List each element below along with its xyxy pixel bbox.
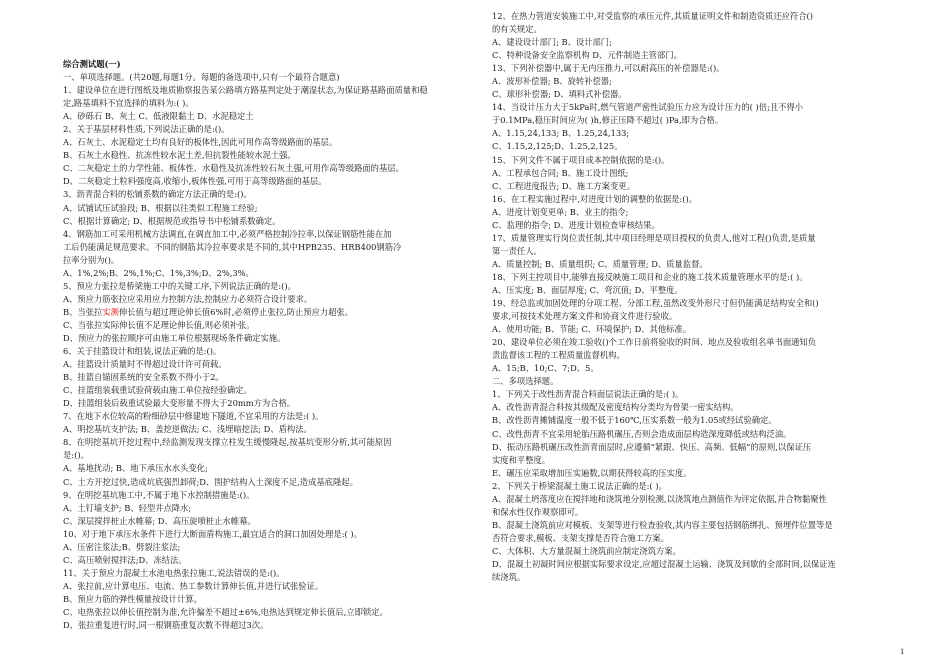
text-line: A、质量控制; B、质量组织; C、质量管理; D、质量监督。 xyxy=(492,258,708,269)
text-line: 责监督该工程的工程质量监督机构。 xyxy=(492,350,625,361)
text-line: A、砂砾石 B、灰土 C、低液限黏土 D、水泥稳定土 xyxy=(63,111,254,122)
text-line: C、二灰稳定土的力学性能、板体性、水稳性及抗冻性较石灰土强,可用作高等级路面的基层。 xyxy=(63,163,404,174)
text-line: 16、在工程实施过程中,对进度计划的调整的依据是:()。 xyxy=(492,193,697,204)
text-line: A、建设设计部门; B、设计部门; xyxy=(492,37,612,48)
text-line: A、波形补偿器; B、旋转补偿器; xyxy=(492,76,612,87)
text-line: C、土方开挖过快,造成坑底强烈卸荷;D、围护结构入土深度不足,造成基底隆起。 xyxy=(63,476,358,487)
text-line: A、1%,2%;B、2%,1%;C、1%,3%;D、2%,3%。 xyxy=(63,267,254,278)
text-line: A、土钉墙支护; B、轻型井点降水; xyxy=(63,502,192,513)
text-line: D、挂篮组装后载重试验最大变形量不得大于20mm方为合格。 xyxy=(63,398,296,409)
text-line: A、混凝土坍落度应在搅拌地和浇筑地分别检测,以浇筑地点测值作为评定依据,并合物黏聚性 xyxy=(492,493,827,504)
text-line: 二、多项选择题。 xyxy=(492,376,559,387)
text-line: 实度和平整度。 xyxy=(492,454,551,465)
text-line: A、试铺试压试验段; B、根据以往类似工程施工经验; xyxy=(63,202,258,213)
text-line: 2、关于基层材料性质,下列说法正确的是:()。 xyxy=(63,124,230,135)
text-line: 是:()。 xyxy=(63,450,89,461)
text-line: D、张拉重复进行时,同一根钢筋重复次数不得超过3次。 xyxy=(63,620,269,631)
text-line: C、球形补偿器; D、填料式补偿器。 xyxy=(492,89,627,100)
text-line: 15、下列文件不属于项目成本控制依据的是:()。 xyxy=(492,154,670,165)
text-line: C、改性沥青不宜采用轮胎压路机碾压,否则会造成面层构造深度降低或结构泛油。 xyxy=(492,428,792,439)
text-line: A、15;B、10;C、7;D、5。 xyxy=(492,363,599,374)
text-line: C、当张拉实际伸长值不足理论伸长值,则必须补张。 xyxy=(63,319,255,330)
text-line: B、预应力筋的弹性模量按设计计算。 xyxy=(63,593,202,604)
text-line: 10、对于地下承压水条件下进行大断面盾构施工,最宜适合的洞口加固处理是:( )。 xyxy=(63,528,362,539)
text-line: 18、下列主控项目中,能够直接反映施工项目和企业的施工技术质量管理水平的是:( )。 xyxy=(492,271,808,282)
text-line: 11、关于预应力混凝土水池电热张拉施工,说法错误的是:()。 xyxy=(63,567,285,578)
text-line: D、二灰稳定土粒料强度高,收缩小,板体性强,可用于高等级路面的基层。 xyxy=(63,176,327,187)
text-line: C、深层搅拌桩止水帷幕; D、高压旋喷桩止水帷幕。 xyxy=(63,515,256,526)
text-line: D、混凝土初凝时间应根据实际要求设定,应超过混凝土运输、浇筑及间歇的全部时间,以保证连 xyxy=(492,558,836,569)
text-line: D、振动压路机碾压改性沥青面层时,应遵循“紧跟、快压、高频、低幅”的原则,以保证压 xyxy=(492,441,812,452)
text-line: A、基地扰动; B、地下承压水水头变化; xyxy=(63,463,208,474)
text-line: A、张拉前,应计算电压、电流、热工参数计算伸长值,并进行试张验证。 xyxy=(63,580,324,591)
text-line: C、电热张拉以伸长值控制为准,允许偏差不超过±6%,电热达到规定伸长值后,立即锁定。 xyxy=(63,606,388,617)
text-line: 5、预应力张拉是桥梁施工中的关键工序,下列说法正确的是:()。 xyxy=(63,280,296,291)
text-line: 4、钢筋加工可采用机械方法调直,在调直加工中,必须严格控制冷拉率,以保证钢筋性能在加 xyxy=(63,228,392,239)
text-line: C、高压喷射搅拌法;D、冻结法。 xyxy=(63,554,187,565)
text-line: A、1.15,24,133; B、1.25,24,133; xyxy=(492,128,630,139)
text-line: 否符合要求,模板、支架支撑是否符合施工方案。 xyxy=(492,532,669,543)
text-line: 拉率分别为()。 xyxy=(63,254,120,265)
text-line: 定,路基填料不宜选择的填料为:( )。 xyxy=(63,98,194,109)
text-line: B、石灰土水稳性、抗冻性较水泥土差,但抗裂性能较水泥土强。 xyxy=(63,150,296,161)
text-line: 19、经总监或加固处理的分项工程、分部工程,虽然改变外形尺寸但仍能满足结构安全和() xyxy=(492,298,819,309)
text-line: B、改性沥青摊铺温度一般不低于160℃,压实系数一般为1.05或经试验确定。 xyxy=(492,415,777,426)
text-line: 的有关规定。 xyxy=(492,24,542,35)
text-line: A、进度计划变更单; B、业主的指令; xyxy=(492,206,629,217)
text-line: A、使用功能; B、节能; C、环境保护; D、其他标准。 xyxy=(492,324,692,335)
text-line: 第一责任人。 xyxy=(492,245,542,256)
text-line: B、挂篮自锚固系统的安全系数不得小于2。 xyxy=(63,372,224,383)
text-line: B、混凝土浇筑前应对模板、支架等进行检查验收,其内容主要包括钢筋绑扎、预埋件位置等是 xyxy=(492,519,833,530)
text-line: A、工程承包合同; B、施工设计图纸; xyxy=(492,167,629,178)
text-line: A、石灰土、水泥稳定土均有良好的板体性,因此可用作高等级路面的基层。 xyxy=(63,137,338,148)
text-line: 6、关于挂篮设计和组装,说法正确的是:()。 xyxy=(63,346,222,357)
text-line: 7、在地下水位较高的粉细砂层中修建地下隧道,不宜采用的方法是:( )。 xyxy=(63,411,324,422)
page-number: 1 xyxy=(900,648,905,656)
text-line: A、挂篮设计质量时不得超过设计许可荷载。 xyxy=(63,359,227,370)
text-line: 13、下列补偿器中,属于无内压推力,可以耐高压的补偿器是:()。 xyxy=(492,63,725,74)
text-line: 一、单项选择题。(共20题,每题1分。每题的备选项中,只有一个最符合题意) xyxy=(63,72,340,83)
text-line: C、挂篮组装载重试验荷载由施工单位按经验确定。 xyxy=(63,385,252,396)
right-column xyxy=(492,10,887,584)
text-line: C、根据计算确定; D、根据规范或指导书中松铺系数确定。 xyxy=(63,215,281,226)
text-line: A、压密注浆法;B、劈裂注浆法; xyxy=(63,541,181,552)
text-line: C、监理的指令; D、进度计划检查审核结果。 xyxy=(492,219,660,230)
text-line: C、1.15,2,125;D、1.25,2,125。 xyxy=(492,141,623,152)
text-line: 12、在热力管道安装施工中,对受监察的承压元件,其质量证明文件和制造资质还应符合() xyxy=(492,11,813,21)
text-line: E、碾压应采取增加压实遍数,以期获得较高的压实度。 xyxy=(492,467,692,478)
text-line: 20、建设单位必须在竣工验收()个工作日前将验收的时间、地点及验收组名单书面通知负 xyxy=(492,337,817,348)
text-line: 8、在明挖基坑开挖过程中,经监测发现支撑立柱发生缓慢隆起,按基坑变形分析,其可能原因 xyxy=(63,437,392,448)
text-line: B、当张拉实测伸长值与超过理论伸长值6%时,必须停止张拉,防止预应力超张。 xyxy=(63,306,354,317)
text-line: 要求,可按技术处理方案文件和协商文件进行验收。 xyxy=(492,311,678,322)
text-line: 和保水性仅作观察即可。 xyxy=(492,506,584,517)
text-line: 2、下列关于桥梁混凝土施工说法正确的是:( )。 xyxy=(492,480,667,491)
text-line: 3、沥青混合料的松铺系数的确定方法正确的是:()。 xyxy=(63,189,252,200)
text-line: 于0.1MPa,稳压时间应为( )h,修正压降不超过( )Pa,即为合格。 xyxy=(492,115,724,126)
left-column xyxy=(63,58,458,632)
text-line: C、大体积、大方量混凝土浇筑前应制定浇筑方案。 xyxy=(492,545,681,556)
text-line: C、特种设备安全监察机构 D、元件制造主管部门。 xyxy=(492,50,682,61)
text-line: D、预应力的张拉顺序可由施工单位根据现场条件确定实施。 xyxy=(63,332,286,343)
text-line: 9、在明挖基坑施工中,不属于地下水控制措施是:()。 xyxy=(63,489,255,500)
text-line: 1、建设单位在进行图纸及地质勘察报告某公路填方路基判定处于潮湿状态,为保证路基路面质量和稳 xyxy=(63,85,428,96)
text-line: A、压实度; B、面层厚度; C、弯沉值; D、平整度。 xyxy=(492,284,683,295)
text-line: C、工程进度报告; D、施工方案变更。 xyxy=(492,180,635,191)
text-line: 17、质量管理实行岗位责任制,其中项目经理是项目授权的负责人,他对工程()负责,是质量 xyxy=(492,232,816,243)
text-line: 14、当设计压力大于5kPa时,燃气管道严密性试验压力应为设计压力的( )倍;且不得小 xyxy=(492,102,804,113)
text-line: A、预应力筋张拉应采用应力控制方法,控制应力必须符合设计要求。 xyxy=(63,293,313,304)
text-line: A、明挖基坑支护法; B、盖挖逆做法; C、浅埋暗挖法; D、盾构法。 xyxy=(63,424,312,435)
highlighted-text: 实测 xyxy=(102,306,119,317)
text-line: A、改性沥青混合料按其级配及密度结构分类均为骨架一密实结构。 xyxy=(492,402,739,413)
text-line: 工后仍能满足规范要求。不同的钢筋其冷拉率要求是不同的,其中HPB235、HRB400钢筋冷 xyxy=(63,241,402,252)
text-line: 1、下列关于改性沥青混合料面层说法正确的是:( )。 xyxy=(492,389,684,400)
text-line: 续浇筑。 xyxy=(492,572,526,583)
text-line: 综合测试题(一) xyxy=(63,59,121,69)
